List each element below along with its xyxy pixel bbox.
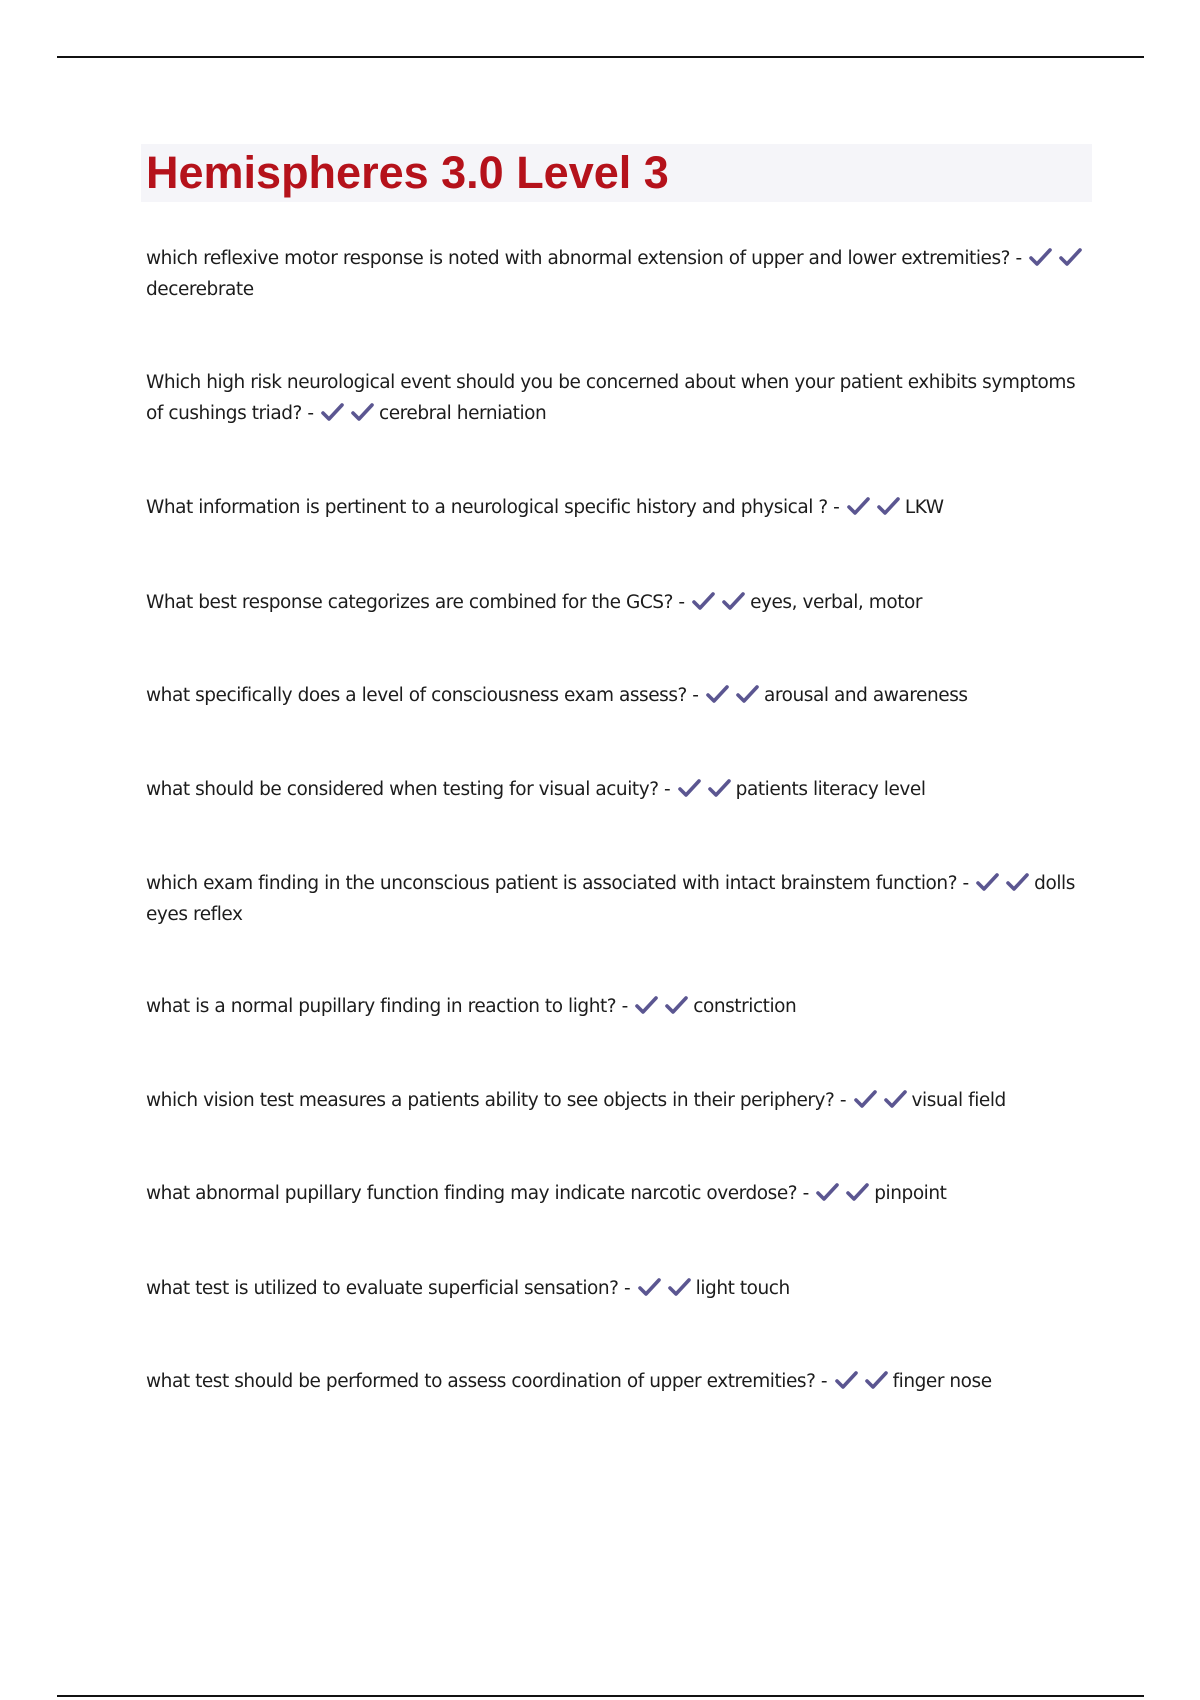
checkmark-icon (1028, 247, 1054, 267)
qa-item-2 (146, 367, 1096, 429)
check-marks (690, 592, 750, 613)
qa-item-7 (146, 868, 1096, 930)
question-text: What information is pertinent to a neurological specific history and physical ? - (146, 497, 840, 518)
checkmark-icon (876, 496, 902, 516)
question-text: what should be considered when testing for visual acuity? - (146, 779, 671, 800)
qa-item-9 (146, 1085, 1096, 1116)
checkmark-icon (707, 778, 733, 798)
checkmark-icon (883, 1089, 909, 1109)
checkmark-icon (975, 872, 1001, 892)
check-marks (676, 779, 736, 800)
question-text: what test is utilized to evaluate superficial sensation? - (146, 1278, 631, 1299)
check-marks (814, 1183, 874, 1204)
qa-item-3 (146, 492, 1096, 523)
answer-text: light touch (695, 1278, 790, 1299)
answer-text: finger nose (892, 1371, 992, 1392)
question-text: which exam finding in the unconscious patient is associated with intact brainstem function? - (146, 873, 969, 894)
checkmark-icon (815, 1182, 841, 1202)
checkmark-icon (864, 1370, 890, 1390)
checkmark-icon (320, 402, 346, 422)
answer-text: arousal and awareness (763, 685, 968, 706)
bottom-rule (57, 1695, 1144, 1697)
check-marks (852, 1090, 912, 1111)
checkmark-icon (705, 684, 731, 704)
checkmark-icon (664, 995, 690, 1015)
checkmark-icon (1005, 872, 1031, 892)
qa-item-5 (146, 680, 1096, 711)
checkmark-icon (634, 995, 660, 1015)
answer-text: decerebrate (146, 279, 254, 300)
checkmark-icon (845, 1182, 871, 1202)
checkmark-icon (735, 684, 761, 704)
answer-text: LKW (904, 497, 944, 518)
checkmark-icon (721, 591, 747, 611)
top-rule (57, 56, 1144, 58)
checkmark-icon (834, 1370, 860, 1390)
question-text: which vision test measures a patients ability to see objects in their periphery? - (146, 1090, 847, 1111)
checkmark-icon (350, 402, 376, 422)
checkmark-icon (846, 496, 872, 516)
checkmark-icon (667, 1277, 693, 1297)
qa-item-6 (146, 774, 1096, 805)
answer-text: visual field (911, 1090, 1006, 1111)
question-text: what test should be performed to assess coordination of upper extremities? - (146, 1371, 828, 1392)
check-marks (974, 873, 1034, 894)
question-text: what specifically does a level of consciousness exam assess? - (146, 685, 699, 706)
qa-item-4 (146, 587, 1096, 618)
qa-item-10 (146, 1178, 1096, 1209)
answer-text: eyes, verbal, motor (750, 592, 923, 613)
document-title: Hemispheres 3.0 Level 3 (146, 147, 669, 198)
checkmark-icon (853, 1089, 879, 1109)
check-marks (633, 996, 693, 1017)
question-text: what is a normal pupillary finding in reaction to light? - (146, 996, 628, 1017)
qa-item-8 (146, 991, 1096, 1022)
check-marks (636, 1278, 696, 1299)
check-marks (704, 685, 764, 706)
question-text: what abnormal pupillary function finding may indicate narcotic overdose? - (146, 1183, 809, 1204)
answer-text: patients literacy level (735, 779, 926, 800)
checkmark-icon (677, 778, 703, 798)
question-text: Which high risk neurological event should you be concerned about when your patient exhibits symptoms of cushings triad? - (146, 372, 1076, 424)
question-text: which reflexive motor response is noted with abnormal extension of upper and lower extremities? - (146, 248, 1022, 269)
check-marks (833, 1371, 893, 1392)
qa-item-12 (146, 1366, 1096, 1397)
qa-item-1 (146, 243, 1096, 305)
check-marks (1027, 248, 1087, 269)
answer-text: constriction (693, 996, 797, 1017)
question-text: What best response categorizes are combined for the GCS? - (146, 592, 685, 613)
check-marks (845, 497, 905, 518)
answer-text: cerebral herniation (379, 403, 547, 424)
checkmark-icon (691, 591, 717, 611)
answer-text: dolls eyes reflex (146, 873, 1075, 925)
qa-item-11 (146, 1273, 1096, 1304)
check-marks (319, 403, 379, 424)
answer-text: pinpoint (874, 1183, 947, 1204)
checkmark-icon (637, 1277, 663, 1297)
checkmark-icon (1058, 247, 1084, 267)
